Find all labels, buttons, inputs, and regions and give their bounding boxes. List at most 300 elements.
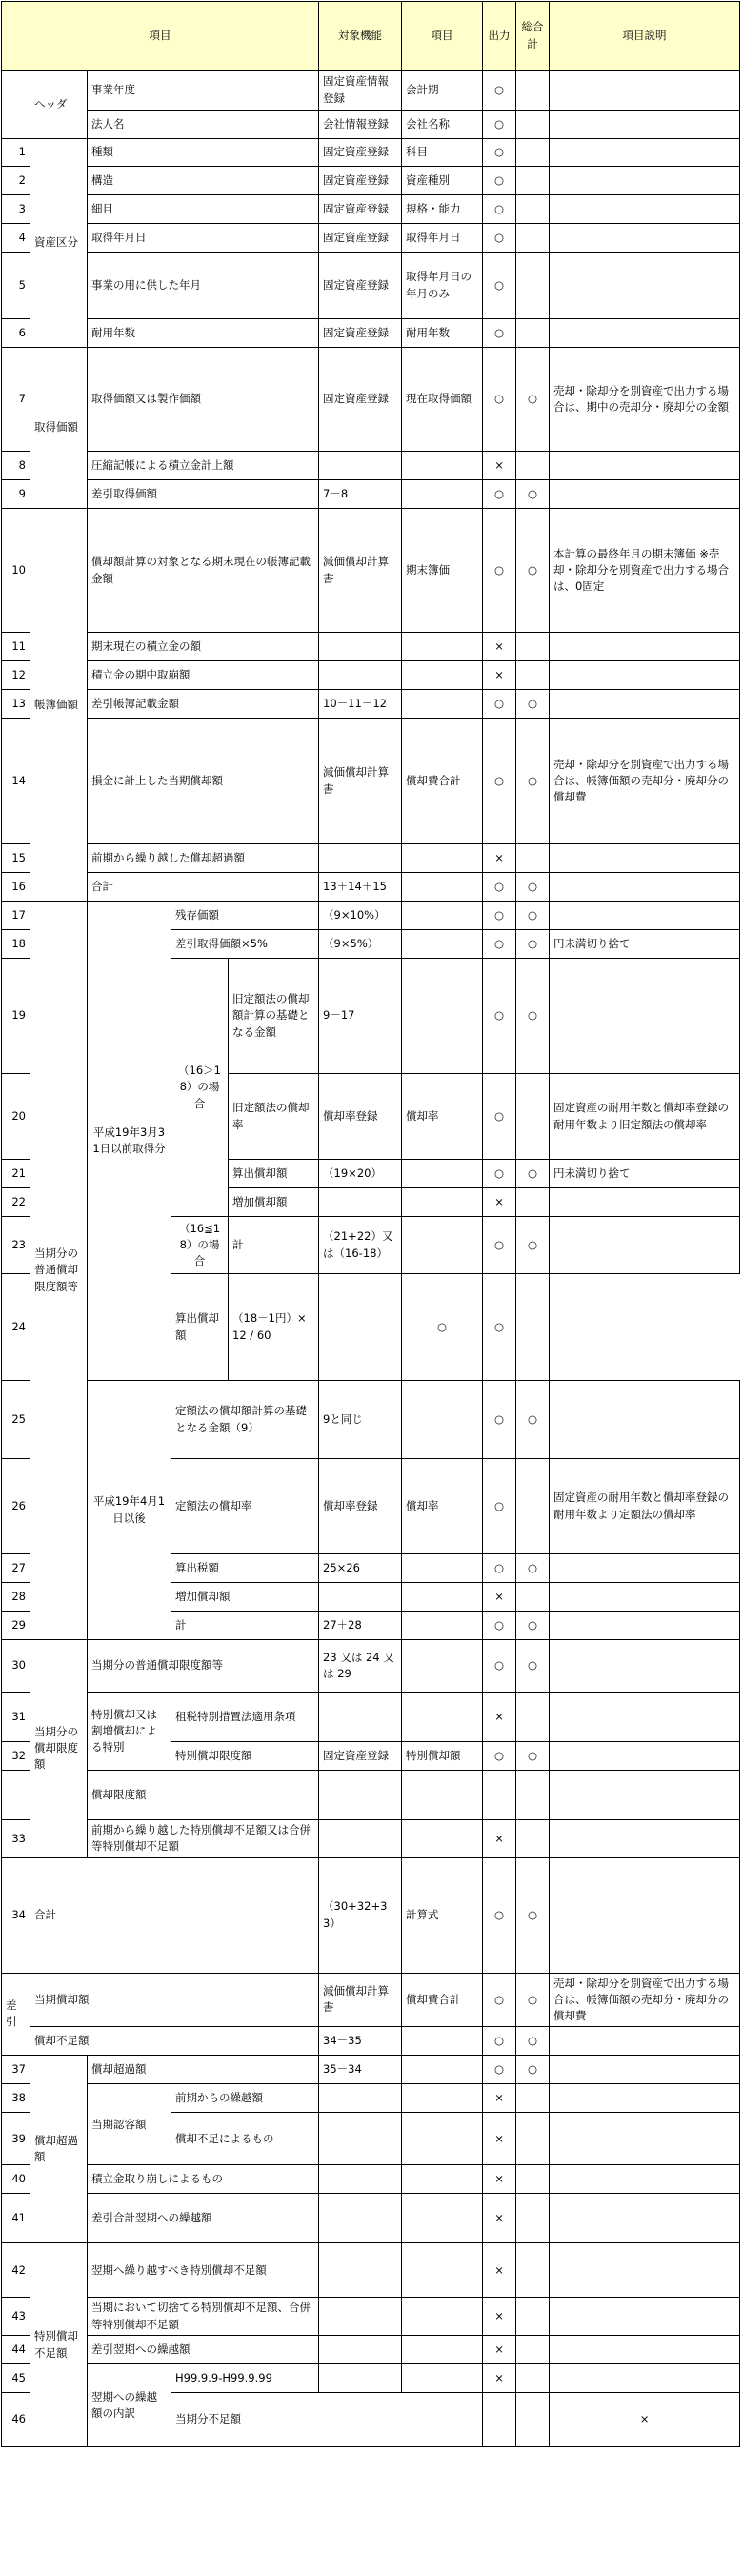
row-number: 27 (2, 1554, 30, 1583)
group-label: （16＞18）の場合 (171, 959, 229, 1217)
total-mark (516, 633, 550, 661)
output-mark: ○ (483, 139, 516, 167)
item-label: 差引翌期への繰越額 (88, 2335, 319, 2363)
table-row (2, 1857, 740, 1973)
empty-cell (2, 71, 30, 139)
group-label: 差引 (2, 1973, 30, 2056)
row-number: 18 (2, 930, 30, 959)
target-function: （18－1円）× 12 / 60 (229, 1274, 319, 1381)
item-description (550, 1188, 740, 1217)
table-row (2, 71, 740, 111)
total-mark (516, 1459, 550, 1554)
output-mark: × (483, 844, 516, 873)
output-mark: ○ (483, 959, 516, 1074)
item-description (550, 1742, 740, 1771)
output-mark: ○ (483, 509, 516, 633)
output-mark: × (483, 1188, 516, 1217)
field-name (402, 2243, 483, 2298)
total-mark (516, 2298, 550, 2336)
field-name: 期末簿価 (402, 509, 483, 633)
item-label: 耐用年数 (88, 319, 319, 348)
table-row (2, 873, 740, 902)
target-function: 減価償却計算書 (319, 719, 402, 844)
row-number: 6 (2, 319, 30, 348)
total-mark (516, 195, 550, 224)
total-mark (516, 452, 550, 480)
field-name (402, 480, 483, 509)
item-label: 償却不足額 (30, 2027, 319, 2056)
item-description (550, 902, 740, 930)
group-label: 平成19年4月1日以後 (88, 1381, 171, 1640)
item-description (550, 2113, 740, 2165)
output-mark: ○ (483, 719, 516, 844)
item-description (550, 71, 740, 111)
target-function (319, 2243, 402, 2298)
output-mark: ○ (483, 873, 516, 902)
output-mark: ○ (483, 1973, 516, 2027)
item-label: 損金に計上した当期償却額 (88, 719, 319, 844)
group-label: 帳簿価額 (30, 509, 88, 902)
total-mark (516, 1693, 550, 1742)
field-name (402, 1381, 483, 1459)
field-name (319, 1274, 402, 1381)
row-number: 2 (2, 167, 30, 195)
item-label: 計 (229, 1217, 319, 1274)
total-mark (516, 2113, 550, 2165)
table-row (2, 1381, 740, 1459)
row-number: 44 (2, 2335, 30, 2363)
item-label: 定額法の償却額計算の基礎となる金額（9） (171, 1381, 319, 1459)
target-function: （30+32+33） (319, 1857, 402, 1973)
table-row (2, 1771, 740, 1820)
field-name (402, 2027, 483, 2056)
group-label: 平成19年3月31日以前取得分 (88, 902, 171, 1381)
item-label: 償却不足によるもの (171, 2113, 319, 2165)
item-description: 売却・除却分を別資産で出力する場合は、期中の売却分・廃却分の金額 (550, 348, 740, 452)
target-function (319, 2298, 402, 2336)
item-description (550, 1612, 740, 1640)
total-mark (516, 844, 550, 873)
target-function: 減価償却計算書 (319, 509, 402, 633)
target-function: （21+22）又は（16-18） (319, 1217, 402, 1274)
target-function (319, 452, 402, 480)
output-mark: × (483, 2335, 516, 2363)
output-mark: × (483, 2084, 516, 2113)
output-mark: ○ (483, 1160, 516, 1188)
table-row (2, 902, 740, 930)
target-function: 固定資産情報登録 (319, 71, 402, 111)
item-label: 積立金取り崩しによるもの (88, 2165, 319, 2194)
item-description (550, 2027, 740, 2056)
item-label: 差引取得価額×5% (171, 930, 319, 959)
row-number: 22 (2, 1188, 30, 1217)
row-number: 25 (2, 1381, 30, 1459)
total-mark (516, 1074, 550, 1160)
field-name (402, 1820, 483, 1858)
total-mark: ○ (516, 1381, 550, 1459)
field-name (402, 2056, 483, 2084)
spec-table (1, 1, 740, 2447)
item-description (550, 167, 740, 195)
output-mark: ○ (483, 690, 516, 719)
target-function (319, 661, 402, 690)
field-name: 資産種別 (402, 167, 483, 195)
output-mark: × (483, 2298, 516, 2336)
output-mark: × (483, 633, 516, 661)
row-number: 43 (2, 2298, 30, 2336)
field-name: 償却費合計 (402, 719, 483, 844)
item-description (550, 844, 740, 873)
field-name (402, 2165, 483, 2194)
field-name (402, 2298, 483, 2336)
field-name (402, 1188, 483, 1217)
item-label: 残存価額 (171, 902, 319, 930)
row-number: 9 (2, 480, 30, 509)
output-mark: ○ (483, 2056, 516, 2084)
item-description (550, 690, 740, 719)
item-description (550, 633, 740, 661)
item-description: 円未満切り捨て (550, 930, 740, 959)
field-name: 会計期 (402, 71, 483, 111)
total-mark (516, 319, 550, 348)
target-function: 13＋14＋15 (319, 873, 402, 902)
item-description (550, 319, 740, 348)
item-description (550, 661, 740, 690)
output-mark: × (483, 2165, 516, 2194)
field-name: 計算式 (402, 1857, 483, 1973)
target-function: 27＋28 (319, 1612, 402, 1640)
target-function: 会社情報登録 (319, 111, 402, 139)
item-description (550, 2165, 740, 2194)
output-mark: ○ (483, 1381, 516, 1459)
table-row (2, 633, 740, 661)
row-number: 40 (2, 2165, 30, 2194)
total-mark (516, 139, 550, 167)
total-mark (516, 111, 550, 139)
table-row (2, 2056, 740, 2084)
target-function (319, 2113, 402, 2165)
group-label: 取得価額 (30, 348, 88, 509)
field-name (402, 1771, 483, 1820)
target-function: 固定資産登録 (319, 139, 402, 167)
table-row (2, 844, 740, 873)
row-number: 3 (2, 195, 30, 224)
item-label: 旧定額法の償却率 (229, 1074, 319, 1160)
field-name (402, 959, 483, 1074)
target-function: 償却率登録 (319, 1074, 402, 1160)
table-row (2, 452, 740, 480)
field-name (402, 2084, 483, 2113)
output-mark: ○ (483, 2027, 516, 2056)
table-row (2, 2027, 740, 2056)
field-name: 科目 (402, 139, 483, 167)
row-number: 31 (2, 1693, 30, 1742)
item-label: 前期からの繰越額 (171, 2084, 319, 2113)
item-description (550, 2243, 740, 2298)
item-label: 事業の用に供した年月 (88, 253, 319, 319)
row-number: 26 (2, 1459, 30, 1554)
row-number: 21 (2, 1160, 30, 1188)
header-total: 総合計 (516, 2, 550, 71)
field-name: 取得年月日の年月のみ (402, 253, 483, 319)
table-row (2, 1693, 740, 1742)
table-row (2, 111, 740, 139)
item-label: 構造 (88, 167, 319, 195)
output-mark (483, 1771, 516, 1820)
total-mark: ○ (516, 930, 550, 959)
item-label: 前期から繰り越した償却超過額 (88, 844, 319, 873)
output-mark: ○ (483, 1742, 516, 1771)
output-mark: ○ (483, 1074, 516, 1160)
field-name: 特別償却額 (402, 1742, 483, 1771)
total-mark: ○ (516, 480, 550, 509)
header-target: 対象機能 (319, 2, 402, 71)
item-label: 合計 (88, 873, 319, 902)
field-name (402, 1554, 483, 1583)
row-number: 42 (2, 2243, 30, 2298)
target-function (319, 2363, 402, 2392)
target-function: 固定資産登録 (319, 348, 402, 452)
item-description (550, 139, 740, 167)
total-mark: ○ (516, 1640, 550, 1693)
item-description: 円未満切り捨て (550, 1160, 740, 1188)
row-number: 13 (2, 690, 30, 719)
field-name: 現在取得価額 (402, 348, 483, 452)
item-label: 当期分の普通償却限度額等 (88, 1640, 319, 1693)
output-mark: ○ (483, 1554, 516, 1583)
row-number: 46 (2, 2392, 30, 2446)
total-mark: ○ (516, 1973, 550, 2027)
header-row (2, 2, 740, 71)
item-label: 算出税額 (171, 1554, 319, 1583)
field-name (402, 2335, 483, 2363)
output-mark: × (483, 2194, 516, 2243)
header-output: 出力 (483, 2, 516, 71)
item-description (550, 2084, 740, 2113)
item-label: 前期から繰り越した特別償却不足額又は合併等特別償却不足額 (88, 1820, 319, 1858)
total-mark (516, 253, 550, 319)
item-label: 差引取得価額 (88, 480, 319, 509)
row-number: 16 (2, 873, 30, 902)
table-row (2, 661, 740, 690)
row-number: 30 (2, 1640, 30, 1693)
total-mark (516, 1820, 550, 1858)
total-mark (516, 2194, 550, 2243)
item-label: 取得年月日 (88, 224, 319, 253)
total-mark: ○ (516, 902, 550, 930)
output-mark: ○ (483, 1612, 516, 1640)
target-function: 7－8 (319, 480, 402, 509)
field-name (402, 633, 483, 661)
item-label: 増加償却額 (171, 1583, 319, 1612)
total-mark (516, 2165, 550, 2194)
table-row (2, 348, 740, 452)
table-row (2, 224, 740, 253)
output-mark: ○ (483, 224, 516, 253)
target-function: 固定資産登録 (319, 1742, 402, 1771)
field-name: 規格・能力 (402, 195, 483, 224)
table-row (2, 1820, 740, 1858)
target-function: 23 又は 24 又は 29 (319, 1640, 402, 1693)
total-mark (516, 2084, 550, 2113)
row-number: 41 (2, 2194, 30, 2243)
row-number: 10 (2, 509, 30, 633)
item-label: 旧定額法の償却額計算の基礎となる金額 (229, 959, 319, 1074)
field-name: 会社名称 (402, 111, 483, 139)
field-name: 償却率 (402, 1459, 483, 1554)
total-mark (516, 71, 550, 111)
output-mark: ○ (483, 930, 516, 959)
item-description (550, 2056, 740, 2084)
target-function: 35－34 (319, 2056, 402, 2084)
item-description (550, 1820, 740, 1858)
item-description (550, 873, 740, 902)
row-number: 34 (2, 1857, 30, 1973)
table-row (2, 1973, 740, 2027)
row-number: 19 (2, 959, 30, 1074)
item-label: 計 (171, 1612, 319, 1640)
field-name (516, 2392, 550, 2446)
field-name (402, 1693, 483, 1742)
item-description (550, 253, 740, 319)
field-name (402, 902, 483, 930)
row-number: 28 (2, 1583, 30, 1612)
item-label: 差引合計翌期への繰越額 (88, 2194, 319, 2243)
item-label: 当期分不足額 (171, 2392, 483, 2446)
row-number: 11 (2, 633, 30, 661)
output-mark: × (483, 1693, 516, 1742)
row-number: 12 (2, 661, 30, 690)
item-description (550, 1771, 740, 1820)
item-description (550, 1640, 740, 1693)
item-label: 積立金の期中取崩額 (88, 661, 319, 690)
output-mark: ○ (402, 1274, 483, 1381)
row-number: 39 (2, 2113, 30, 2165)
item-description (550, 2363, 740, 2392)
field-name: 償却費合計 (402, 1973, 483, 2027)
total-mark: ○ (516, 1742, 550, 1771)
target-function: （9×10%） (319, 902, 402, 930)
total-mark: ○ (516, 2056, 550, 2084)
item-label: 算出償却額 (171, 1274, 229, 1381)
item-description (550, 224, 740, 253)
target-function (319, 1693, 402, 1742)
row-number: 8 (2, 452, 30, 480)
target-function: 9と同じ (319, 1381, 402, 1459)
table-row (2, 719, 740, 844)
table-row (2, 509, 740, 633)
item-label: 事業年度 (88, 71, 319, 111)
target-function (319, 1771, 402, 1820)
item-label: 圧縮記帳による積立金計上額 (88, 452, 319, 480)
total-mark (516, 1188, 550, 1217)
target-function: 固定資産登録 (319, 319, 402, 348)
field-name (402, 930, 483, 959)
item-label: 租税特別措置法適用条項 (171, 1693, 319, 1742)
target-function (319, 1188, 402, 1217)
output-mark: × (550, 2392, 740, 2446)
target-function (483, 2392, 516, 2446)
item-description: 固定資産の耐用年数と償却率登録の耐用年数より定額法の償却率 (550, 1459, 740, 1554)
item-label: 細目 (88, 195, 319, 224)
target-function: 固定資産登録 (319, 253, 402, 319)
group-label: 資産区分 (30, 139, 88, 348)
table-row (2, 319, 740, 348)
target-function (319, 2084, 402, 2113)
row-number: 14 (2, 719, 30, 844)
output-mark: ○ (483, 167, 516, 195)
target-function: 9－17 (319, 959, 402, 1074)
group-label: 償却超過額 (30, 2056, 88, 2243)
output-mark: × (483, 1820, 516, 1858)
total-mark: ○ (516, 1612, 550, 1640)
row-number: 1 (2, 139, 30, 167)
total-mark (516, 224, 550, 253)
row-number: 33 (2, 1820, 30, 1858)
item-description (550, 1381, 740, 1459)
group-label: 当期分の普通償却限度額等 (30, 902, 88, 1640)
total-mark: ○ (516, 509, 550, 633)
row-number: 32 (2, 1742, 30, 1771)
target-function (319, 2335, 402, 2363)
group-label: 特別償却又は割増償却による特別 (88, 1693, 171, 1771)
table-row (2, 2363, 740, 2392)
output-mark: ○ (483, 253, 516, 319)
target-function: 固定資産登録 (319, 195, 402, 224)
row-number: 17 (2, 902, 30, 930)
total-mark (516, 2243, 550, 2298)
total-mark (516, 1583, 550, 1612)
total-mark: ○ (516, 1217, 550, 1274)
field-name (402, 2113, 483, 2165)
item-description (550, 480, 740, 509)
total-mark: ○ (516, 690, 550, 719)
target-function: （19×20） (319, 1160, 402, 1188)
total-mark: ○ (516, 1160, 550, 1188)
total-mark: ○ (516, 719, 550, 844)
total-mark (516, 2363, 550, 2392)
item-description (550, 2194, 740, 2243)
target-function (319, 2165, 402, 2194)
table-row (2, 2298, 740, 2336)
item-description: 売却・除却分を別資産で出力する場合は、帳簿価額の売却分・廃却分の償却費 (550, 719, 740, 844)
item-description (550, 452, 740, 480)
field-name (402, 1612, 483, 1640)
item-description (550, 1693, 740, 1742)
item-description: 本計算の最終年月の期末簿価 ※売却・除却分を別資産で出力する場合は、0固定 (550, 509, 740, 633)
item-label: 特別償却限度額 (171, 1742, 319, 1771)
row-number: 7 (2, 348, 30, 452)
item-label: 償却額計算の対象となる期末現在の帳簿記載金額 (88, 509, 319, 633)
total-mark: ○ (516, 2027, 550, 2056)
item-label: 償却超過額 (88, 2056, 319, 2084)
row-number: 5 (2, 253, 30, 319)
output-mark: × (483, 2363, 516, 2392)
header-desc: 項目説明 (550, 2, 740, 71)
target-function: 34－35 (319, 2027, 402, 2056)
item-label: 償却限度額 (88, 1771, 319, 1820)
target-function (319, 1820, 402, 1858)
item-description (550, 959, 740, 1074)
row-number: 38 (2, 2084, 30, 2113)
output-mark: ○ (483, 195, 516, 224)
item-description: 売却・除却分を別資産で出力する場合は、帳簿価額の売却分・廃却分の償却費 (550, 1973, 740, 2027)
item-label: H99.9.9-H99.9.99 (171, 2363, 319, 2392)
item-description (550, 1554, 740, 1583)
item-label: 取得価額又は製作価額 (88, 348, 319, 452)
table-row (2, 2194, 740, 2243)
field-name (402, 844, 483, 873)
